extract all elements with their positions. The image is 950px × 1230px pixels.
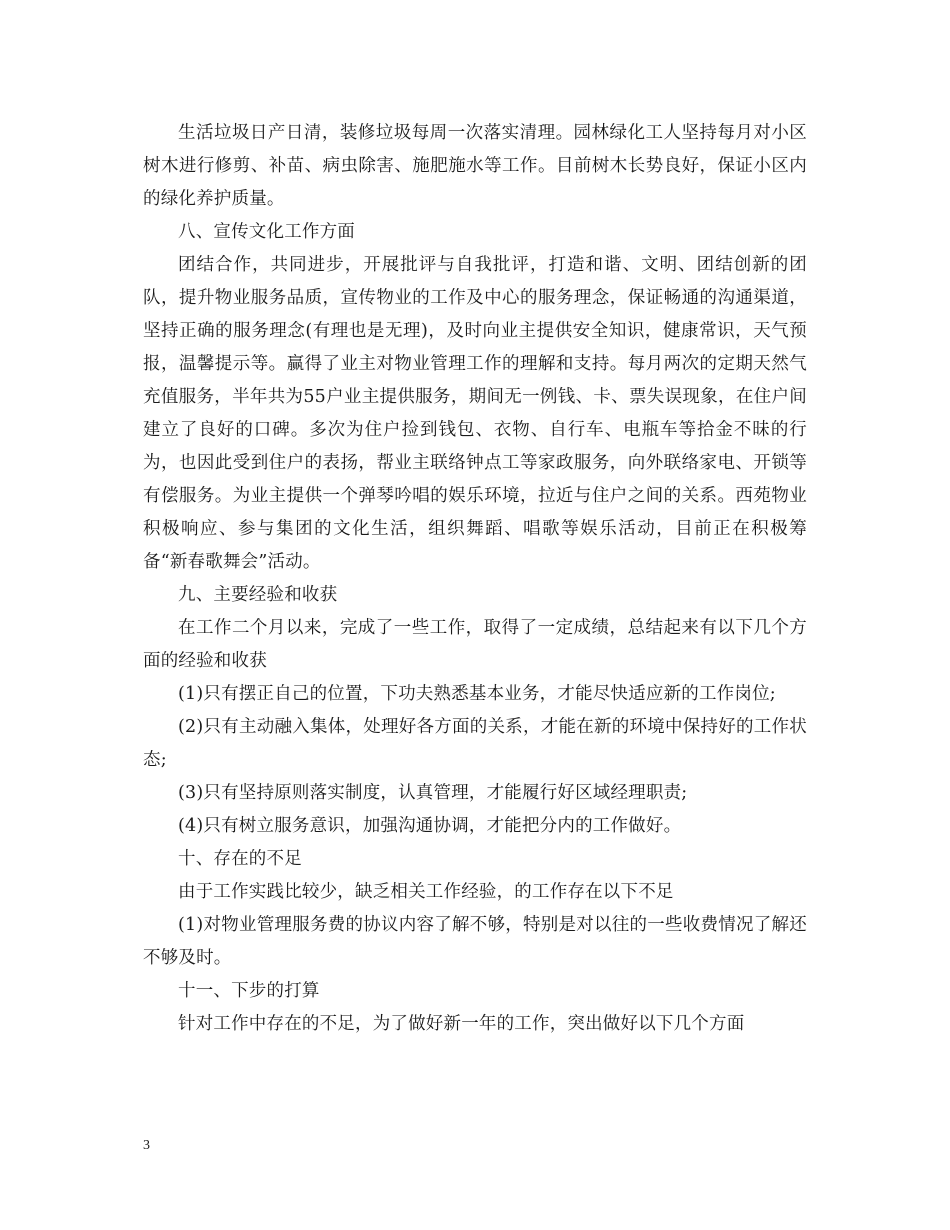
paragraph-next-steps: 针对工作中存在的不足，为了做好新一年的工作，突出做好以下几个方面	[178, 1014, 745, 1034]
list-item-experience-4: (4)只有树立服务意识，加强沟通协调，才能把分内的工作做好。	[178, 816, 682, 836]
paragraph-culture: 团结合作，共同进步，开展批评与自我批评，打造和谐、文明、团结创新的团队，提升物业服务品质，宣传物业的工作及中心的服务理念，保证畅通的沟通渠道，坚持正确的服务理念(有理也是无理)，及时向业主提供安全知识，健康常识，天气预报，温馨提示等。赢得了业主对物业管理工作的理解和支持。每月两次的定期天然气充值服务，半年共为55户业主提供服务，期间无一例钱、卡、票失误现象，在住户间建立了良好的口碑。多次为住户捡到钱包、衣物、自行车、电瓶车等拾金不昧的行为，也因此受到住户的表扬，帮业主联络钟点工等家政服务，向外联络家电、开锁等有偿服务。为业主提供一个弹琴吟唱的娱乐环境，拉近与住户之间的关系。西苑物业积极响应、参与集团的文化生活，组织舞蹈、唱歌等娱乐活动，目前正在积极筹备“新春歌舞会”活动。	[143, 255, 807, 572]
page-number: 3	[143, 1138, 150, 1153]
list-item-experience-3: (3)只有坚持原则落实制度，认真管理，才能履行好区域经理职责;	[178, 783, 688, 803]
section-heading-8: 八、宣传文化工作方面	[178, 222, 355, 242]
paragraph-greening: 生活垃圾日产日清，装修垃圾每周一次落实清理。园林绿化工人坚持每月对小区树木进行修剪、补苗、病虫除害、施肥施水等工作。目前树木长势良好，保证小区内的绿化养护质量。	[143, 123, 807, 209]
paragraph-shortcomings-intro: 由于工作实践比较少，缺乏相关工作经验，的工作存在以下不足	[178, 882, 674, 902]
document-body	[143, 117, 807, 1041]
section-heading-11: 十一、下步的打算	[178, 981, 320, 1001]
section-heading-10: 十、存在的不足	[178, 849, 302, 869]
list-item-experience-1: (1)只有摆正自己的位置，下功夫熟悉基本业务，才能尽快适应新的工作岗位;	[178, 684, 776, 704]
list-item-shortcoming-1: (1)对物业管理服务费的协议内容了解不够，特别是对以往的一些收费情况了解还不够及时。	[143, 915, 807, 968]
list-item-experience-2: (2)只有主动融入集体，处理好各方面的关系，才能在新的环境中保持好的工作状态;	[143, 717, 807, 770]
paragraph-experience-intro: 在工作二个月以来，完成了一些工作，取得了一定成绩，总结起来有以下几个方面的经验和收获	[143, 618, 807, 671]
section-heading-9: 九、主要经验和收获	[178, 585, 338, 605]
